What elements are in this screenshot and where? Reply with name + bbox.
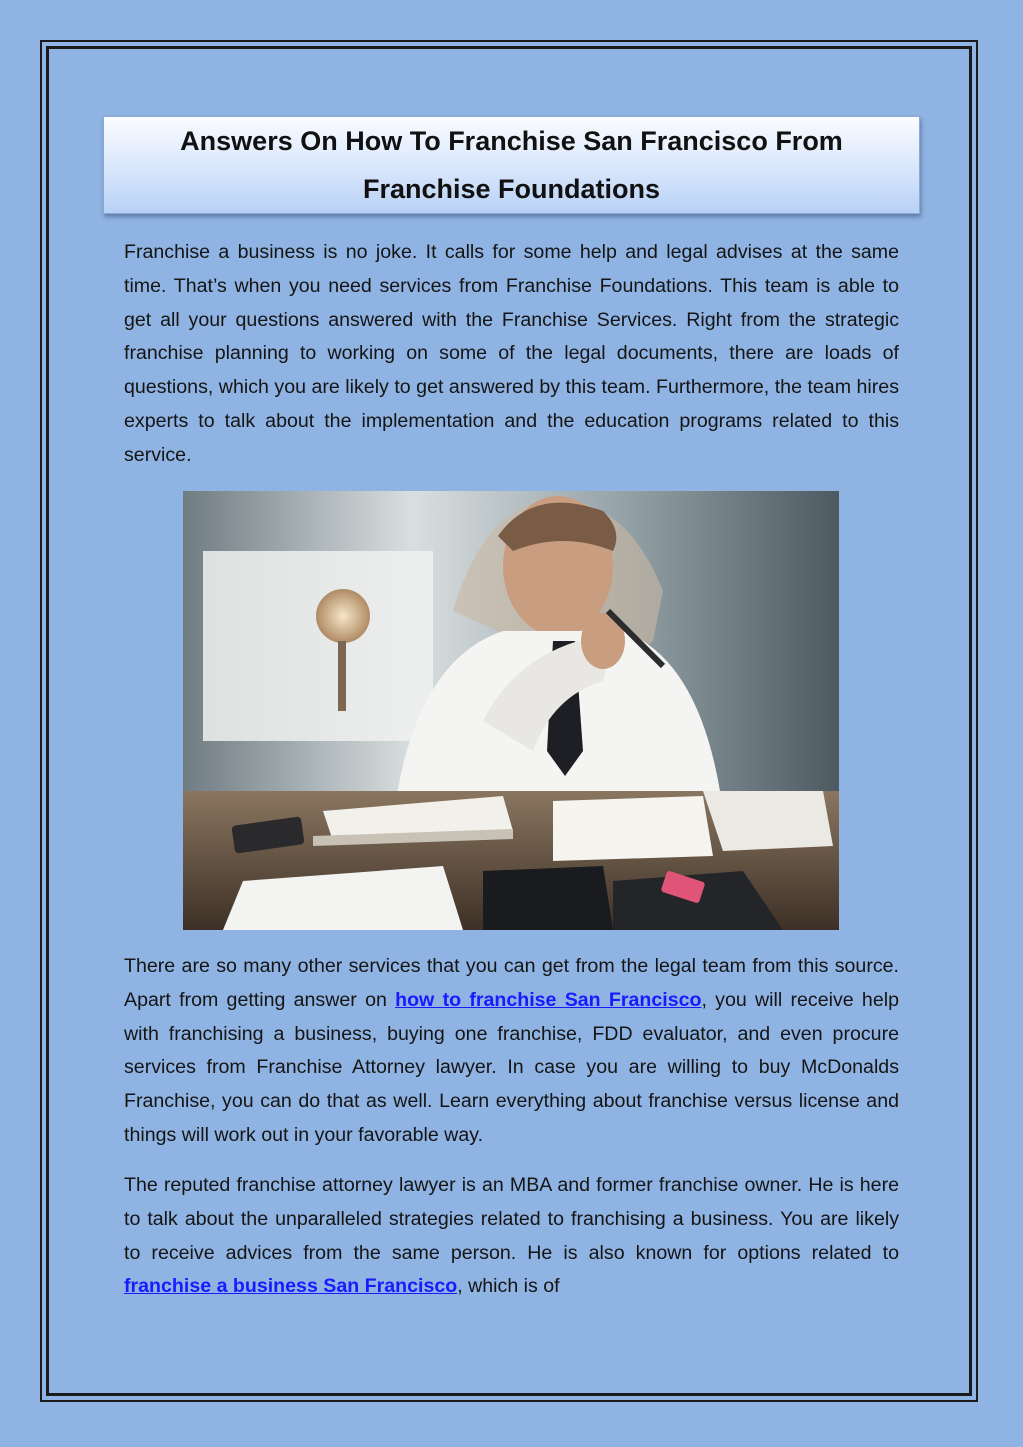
how-to-franchise-link[interactable]: how to franchise San Francisco (395, 988, 702, 1011)
intro-paragraph: Franchise a business is no joke. It calls for some help and legal advises at the same time. That’s when you need services from Franchise Foundations. This team is able to get all your questions answered with the Franchise Services. Right from the strategic franchise planning to working on some of the legal documents, there are loads of questions, which you are likely to get answered by this team. Furthermore, the team hires experts to talk about the implementation and the education programs related to this service. (124, 241, 899, 466)
page-title: Answers On How To Franchise San Francisco From Franchise Foundations (180, 126, 843, 204)
attorney-text-2: , which is of (457, 1275, 560, 1298)
photo-illustration (183, 491, 839, 930)
attorney-paragraph (124, 1169, 899, 1304)
businessman-photo (183, 491, 839, 930)
attorney-text-1: The reputed franchise attorney lawyer is an MBA and former franchise owner. He is here to talk about the unparalleled strategies related to franchising a business. You are likely to receive advices from the same person. He is also known for options related to (124, 1174, 899, 1264)
title-banner (103, 116, 920, 214)
franchise-business-link[interactable]: franchise a business San Francisco (124, 1275, 458, 1298)
services-text-1: There are so many other services that you can get from the legal team from this source. Apart from getting answer on (124, 955, 899, 1011)
services-text-2: , you will receive help with franchising a business, buying one franchise, FDD evaluator, and even procure services from Franchise Attorney lawyer. In case you are willing to buy McDonalds Franchise, you can do that as well. Learn everything about franchise versus license and things will work out in your favorable way. (124, 988, 899, 1146)
services-paragraph (124, 950, 899, 1153)
